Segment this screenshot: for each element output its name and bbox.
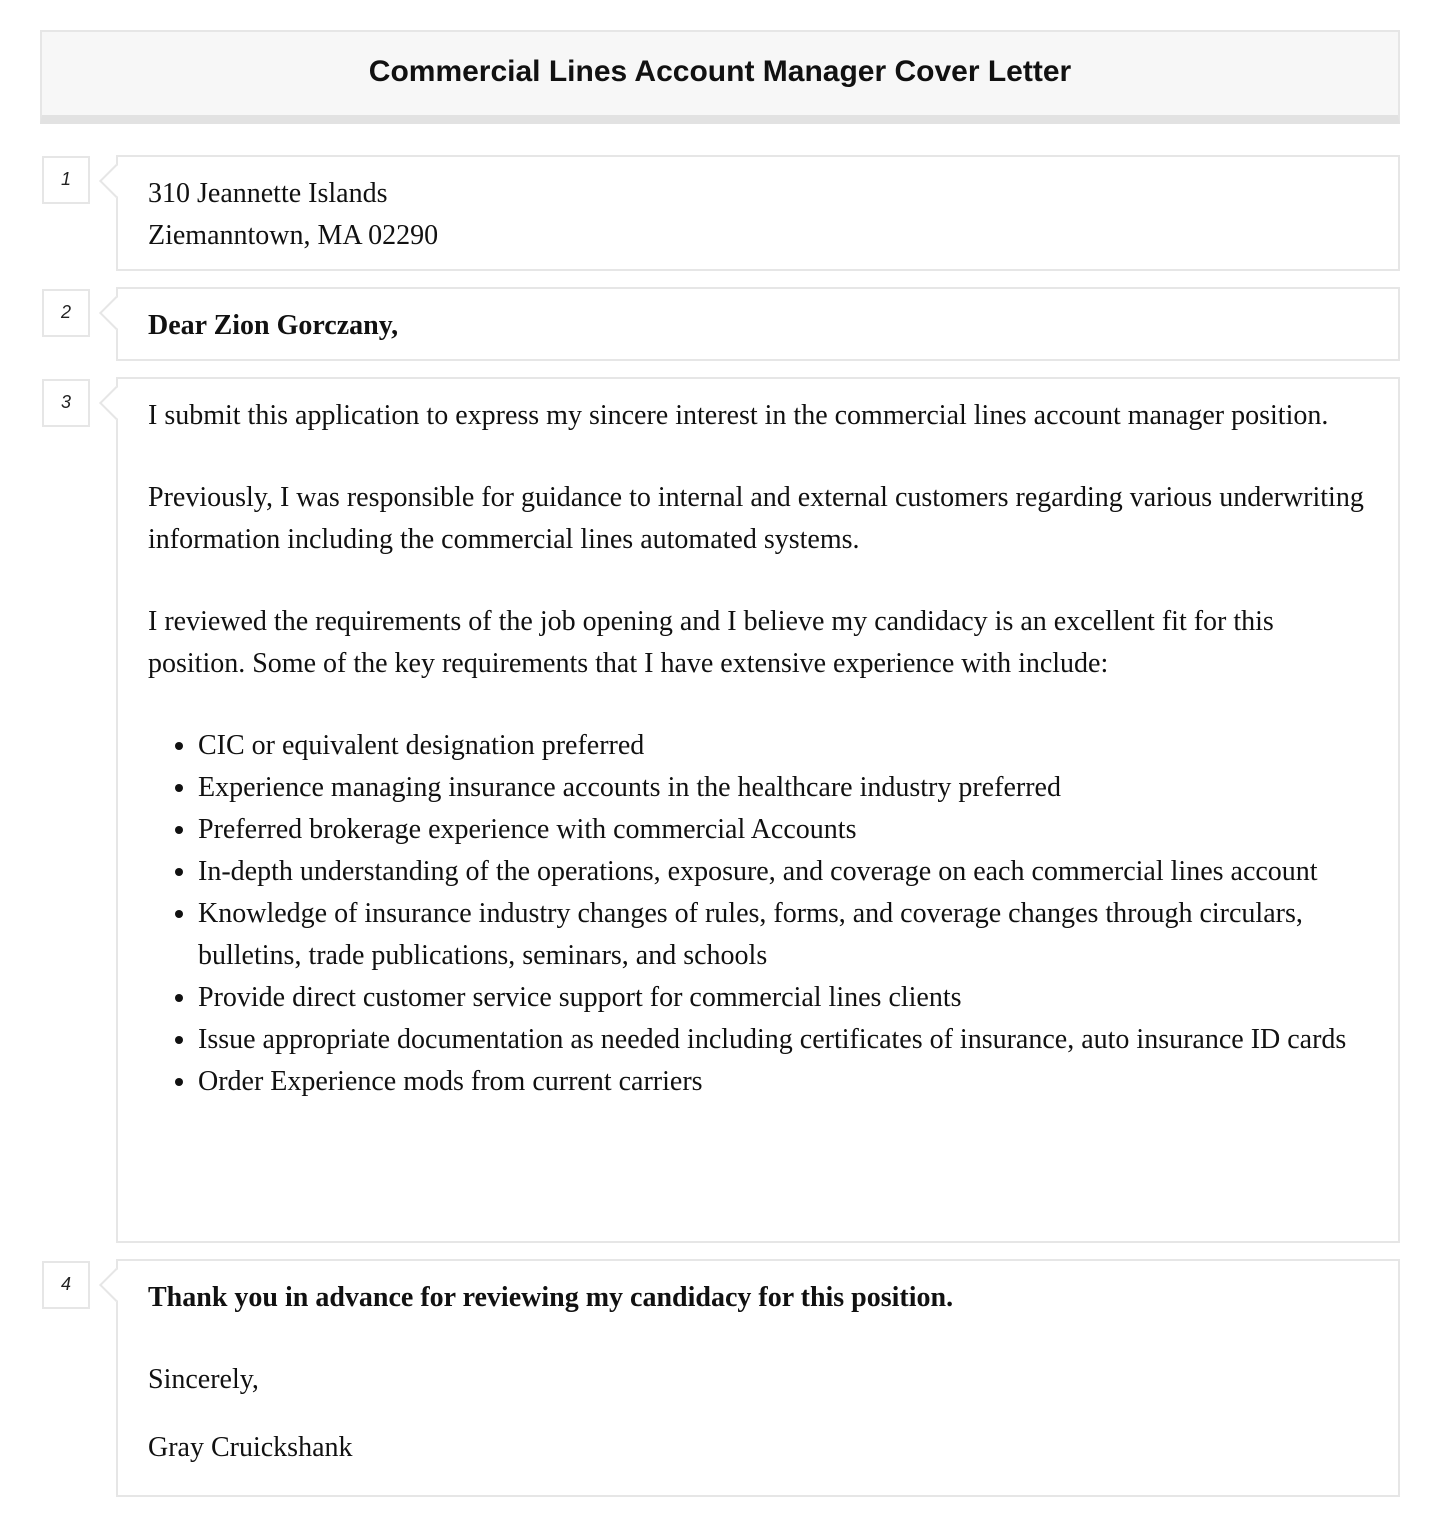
address-section	[116, 155, 1400, 271]
section-number-2: 2	[42, 289, 90, 337]
list-item: • CIC or equivalent designation preferred	[198, 725, 1368, 767]
greeting: Dear Zion Gorczany,	[148, 310, 399, 341]
section-number-4: 4	[42, 1261, 90, 1309]
requirements-intro-paragraph: I reviewed the requirements of the job opening and I believe my candidacy is an excellent fit for this position. Some of the key requirements that I have extensive experience with include:	[148, 606, 1274, 679]
signoff-line: Sincerely,	[148, 1364, 259, 1395]
body-section	[116, 377, 1400, 1243]
previous-experience-paragraph: Previously, I was responsible for guidance to internal and external customers regarding various underwriting information including the commercial lines automated systems.	[148, 482, 1364, 555]
list-item: • Issue appropriate documentation as needed including certificates of insurance, auto insurance ID cards	[198, 1019, 1368, 1061]
list-item: • Preferred brokerage experience with commercial Accounts	[198, 809, 1368, 851]
list-item: • Knowledge of insurance industry changes of rules, forms, and coverage changes through circulars, bulletins, trade publications, seminars, and schools	[198, 893, 1368, 977]
signature-name: Gray Cruickshank	[148, 1432, 353, 1463]
page-title: Commercial Lines Account Manager Cover Letter	[368, 54, 1072, 88]
list-item: • Experience managing insurance accounts in the healthcare industry preferred	[198, 767, 1368, 809]
intro-paragraph: I submit this application to express my sincere interest in the commercial lines account manager position.	[148, 400, 1329, 431]
section-number-3: 3	[42, 379, 90, 427]
closing-section	[116, 1259, 1400, 1497]
document-header	[40, 30, 1400, 124]
section-number-1: 1	[42, 156, 90, 204]
list-item: • Order Experience mods from current carriers	[198, 1061, 1368, 1103]
requirements-list	[148, 725, 1368, 1103]
list-item: • Provide direct customer service support for commercial lines clients	[198, 977, 1368, 1019]
greeting-section	[116, 287, 1400, 361]
thanks-line: Thank you in advance for reviewing my candidacy for this position.	[148, 1282, 954, 1313]
address-line-2: Ziemanntown, MA 02290	[148, 220, 439, 251]
list-item: • In-depth understanding of the operations, exposure, and coverage on each commercial lines account	[198, 851, 1368, 893]
address-line-1: 310 Jeannette Islands	[148, 178, 388, 209]
